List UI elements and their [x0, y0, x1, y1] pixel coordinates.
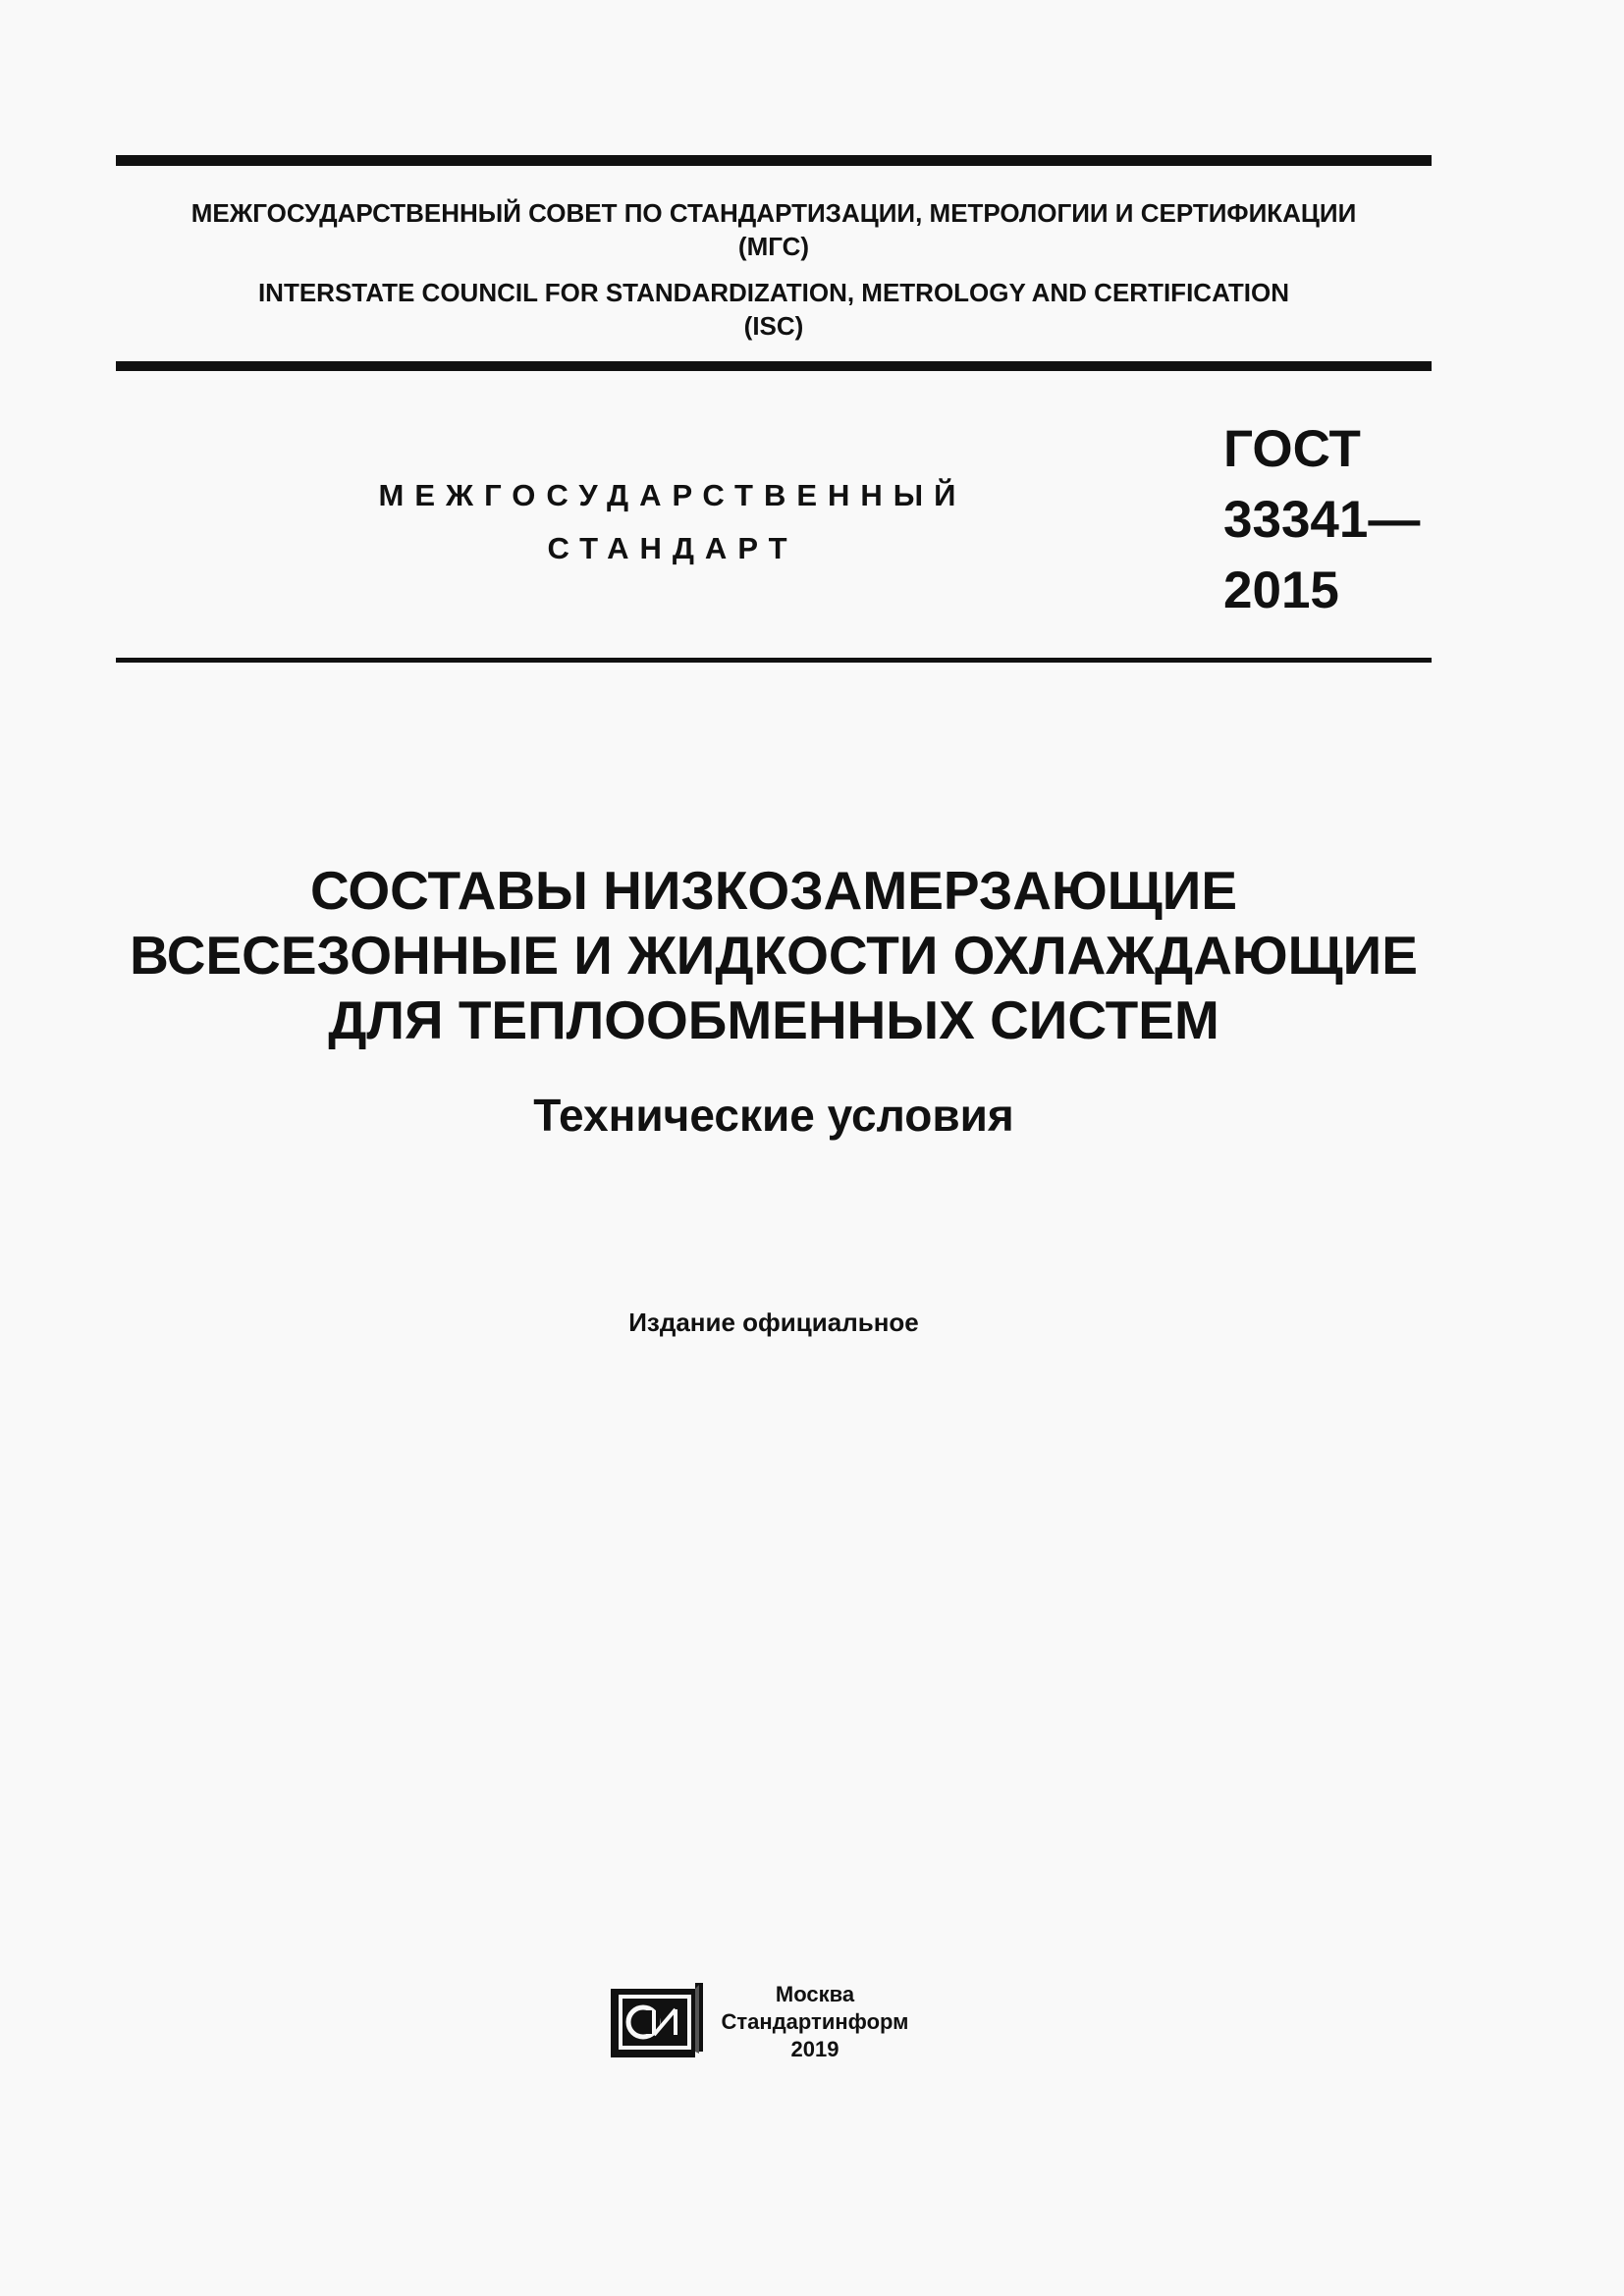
title-line2: ВСЕСЕЗОННЫЕ И ЖИДКОСТИ ОХЛАЖДАЮЩИЕ	[130, 925, 1418, 986]
council-abbr-en: (ISC)	[743, 311, 804, 341]
document-title	[116, 858, 1432, 1052]
title-line1: СОСТАВЫ НИЗКОЗАМЕРЗАЮЩИЕ	[309, 860, 1238, 921]
imprint-year: 2019	[790, 2037, 839, 2061]
edition-note: Издание официальное	[628, 1308, 919, 1337]
top-rule	[116, 155, 1432, 166]
standard-code	[1223, 414, 1420, 626]
imprint	[707, 1981, 923, 2063]
standard-code-prefix: ГОСТ	[1223, 420, 1361, 478]
standard-kind-line2: СТАНДАРТ	[547, 531, 798, 565]
council-name-en: INTERSTATE COUNCIL FOR STANDARDIZATION, METROLOGY AND CERTIFICATION	[257, 278, 1290, 307]
standartinform-logo-icon	[609, 1981, 705, 2059]
council-gap	[116, 263, 1432, 276]
council-header	[116, 196, 1432, 343]
standard-kind-line1: МЕЖГОСУДАРСТВЕННЫЙ	[378, 478, 967, 512]
title-line3: ДЛЯ ТЕПЛООБМЕННЫХ СИСТЕМ	[328, 989, 1219, 1050]
imprint-city: Москва	[775, 1982, 855, 2006]
document-subtitle: Технические условия	[533, 1090, 1014, 1141]
bottom-rule	[116, 658, 1432, 663]
standard-code-number: 33341—	[1223, 491, 1421, 549]
standard-kind	[324, 469, 1021, 575]
council-name-ru: МЕЖГОСУДАРСТВЕННЫЙ СОВЕТ ПО СТАНДАРТИЗАЦИИ, МЕТРОЛОГИИ И СЕРТИФИКАЦИИ	[190, 198, 1357, 228]
council-abbr-ru: (МГС)	[737, 232, 810, 261]
standard-code-year: 2015	[1223, 561, 1339, 619]
imprint-publisher: Стандартинформ	[721, 2009, 909, 2034]
middle-rule	[116, 361, 1432, 371]
